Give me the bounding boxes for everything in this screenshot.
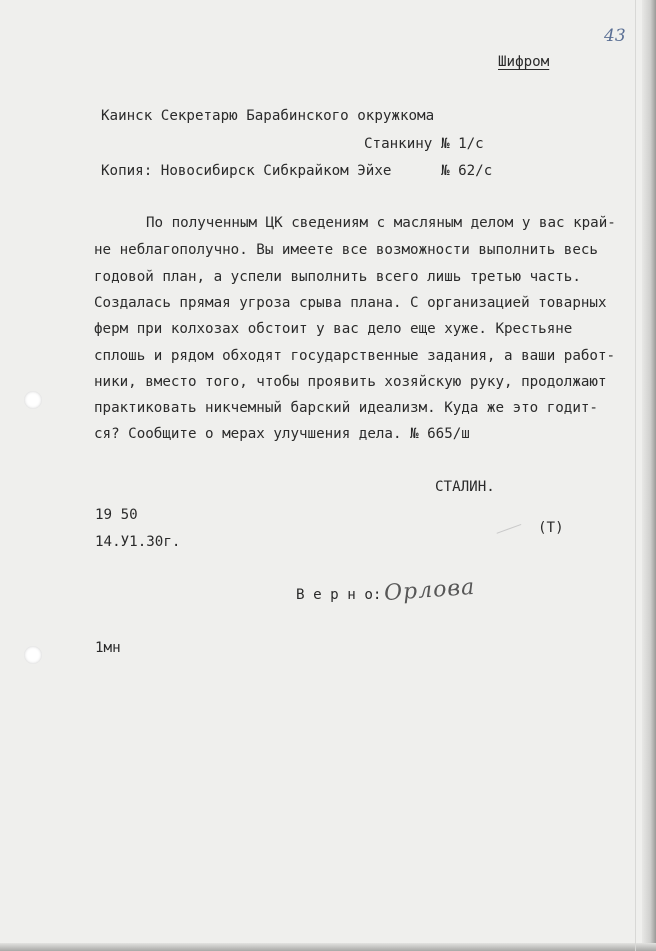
- copy-line: Копия: Новосибирск Сибкрайком Эйхе: [101, 163, 392, 179]
- copy-number: № 62/с: [441, 163, 493, 179]
- body-line: сплошь и рядом обходят государственные задания, а ваши работ-: [94, 348, 616, 364]
- handwritten-signature: Орлова: [383, 574, 477, 607]
- body-line: Создалась прямая угроза срыва плана. С организацией товарных: [94, 295, 607, 311]
- body-line: не неблагополучно. Вы имеете все возможности выполнить весь: [94, 242, 598, 258]
- punch-hole-icon: [24, 646, 42, 664]
- page-fold-line: [635, 0, 636, 951]
- body-line: ники, вместо того, чтобы проявить хозяйскую руку, продолжают: [94, 374, 607, 390]
- addressee-name: Станкину: [364, 136, 433, 152]
- archive-page-number: 43: [604, 26, 626, 46]
- cipher-code: 19 50: [95, 507, 138, 523]
- copies-note: 1мн: [95, 640, 121, 656]
- body-line: По полученным ЦК сведениям с масляным делом у вас край-: [146, 215, 616, 231]
- cipher-label: Шифром: [498, 54, 550, 70]
- page-edge-shadow: [642, 0, 656, 951]
- signatory-name: СТАЛИН.: [435, 479, 495, 495]
- body-line: практиковать никчемный барский идеализм. Куда же это годит-: [94, 400, 598, 416]
- body-line: ся? Сообщите о мерах улучшения дела. № 665/ш: [94, 426, 470, 442]
- body-line: годовой план, а успели выполнить всего лишь третью часть.: [94, 269, 581, 285]
- faint-scribble: [497, 524, 526, 545]
- document-date: 14.У1.30г.: [95, 534, 181, 550]
- type-mark: (Т): [538, 520, 564, 536]
- body-line: ферм при колхозах обстоит у вас дело еще хуже. Крестьяне: [94, 321, 573, 337]
- addressee-line: Каинск Секретарю Барабинского окружкома: [101, 108, 435, 124]
- punch-hole-icon: [24, 391, 42, 409]
- verno-label: В е р н о:: [296, 587, 382, 603]
- outgoing-number: № 1/с: [441, 136, 484, 152]
- page-bottom-edge: [0, 943, 656, 951]
